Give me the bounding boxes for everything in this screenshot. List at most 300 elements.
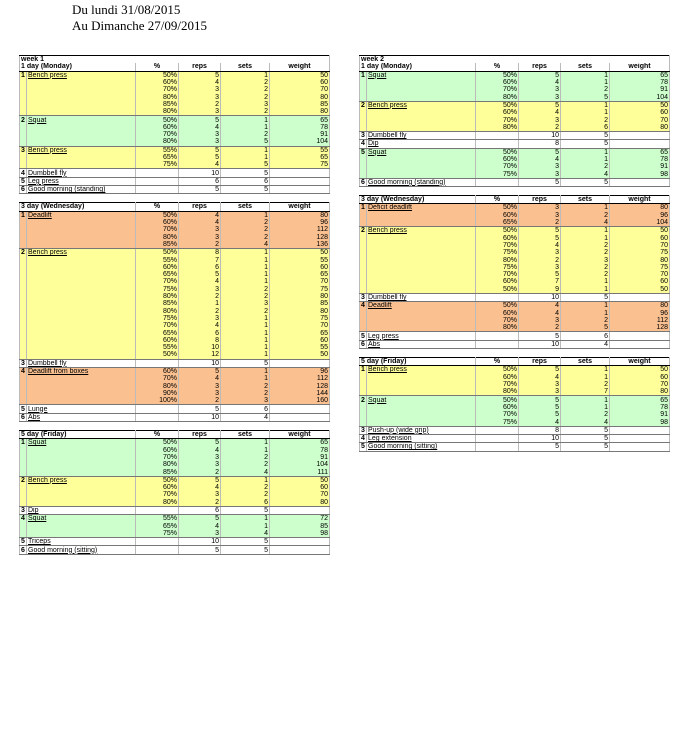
exercise-number: 5: [361, 332, 365, 340]
weight-value: 50: [270, 476, 330, 484]
exercise-row: [20, 241, 330, 249]
sets-value: 5: [221, 161, 270, 169]
percent-value: [476, 340, 519, 348]
spacer-cell: [20, 194, 330, 203]
reps-value: 4: [519, 79, 561, 86]
exercise-name: [367, 242, 476, 249]
percent-value: [476, 140, 519, 148]
exercise-row: [20, 86, 330, 93]
sets-value: 1: [561, 302, 610, 310]
percent-value: 60%: [476, 404, 519, 411]
day-title: 1 day (Monday): [360, 63, 476, 71]
exercise-number: [360, 235, 367, 242]
exercise-row: [360, 411, 670, 418]
day-title: 3 day (Wednesday): [20, 203, 136, 211]
exercise-number: 1: [21, 211, 25, 219]
reps-value: 10: [519, 293, 561, 301]
sets-value: 5: [221, 506, 270, 514]
exercise-row: [20, 124, 330, 131]
weight-value: 98: [610, 170, 670, 178]
sets-value: 1: [561, 109, 610, 116]
exercise-row: [360, 366, 670, 374]
exercise-name: [367, 219, 476, 227]
exercise-row: [360, 418, 670, 426]
reps-value: 5: [519, 443, 561, 451]
exercise-number: 5: [21, 405, 25, 413]
exercise-row: [20, 131, 330, 138]
exercise-row: [20, 506, 330, 514]
reps-value: 7: [519, 278, 561, 285]
weight-value: [610, 434, 670, 442]
header-percent: %: [476, 357, 519, 365]
exercise-name: Dumbbell fly: [367, 131, 476, 139]
percent-value: [136, 169, 179, 177]
header-reps: reps: [179, 430, 221, 438]
header-line-1: Du lundi 31/08/2015: [72, 2, 181, 17]
percent-value: 80%: [136, 382, 179, 389]
percent-value: 85%: [136, 241, 179, 249]
exercise-name: [27, 315, 136, 322]
reps-value: 5: [519, 227, 561, 235]
sets-value: 1: [221, 523, 270, 530]
percent-value: 70%: [476, 381, 519, 388]
exercise-name: Squat: [367, 71, 476, 79]
sets-value: 2: [221, 234, 270, 241]
weight-value: 78: [610, 79, 670, 86]
reps-value: 4: [519, 418, 561, 426]
header-reps: reps: [519, 63, 561, 71]
weight-value: 80: [610, 302, 670, 310]
exercise-row: [20, 161, 330, 169]
exercise-number: [20, 226, 27, 233]
reps-value: 5: [179, 546, 221, 554]
header-percent: %: [136, 63, 179, 71]
sets-value: 1: [221, 375, 270, 382]
exercise-name: Deadlift: [27, 211, 136, 219]
weight-value: 80: [270, 293, 330, 300]
exercise-row: [20, 169, 330, 177]
exercise-name: Good morning (sitting): [367, 443, 476, 451]
exercise-name: [27, 86, 136, 93]
percent-value: 60%: [476, 235, 519, 242]
exercise-name: Bench press: [27, 249, 136, 257]
weight-value: [270, 506, 330, 514]
percent-value: 60%: [476, 109, 519, 116]
exercise-row: [20, 523, 330, 530]
exercise-number: [20, 241, 27, 249]
reps-value: 5: [179, 186, 221, 194]
sets-value: 1: [221, 476, 270, 484]
weight-value: 75: [610, 249, 670, 256]
exercise-number: [360, 310, 367, 317]
percent-value: 65%: [136, 271, 179, 278]
exercise-name: Deficit deadlift: [367, 204, 476, 212]
exercise-name: [27, 226, 136, 233]
exercise-name: Leg extension: [367, 434, 476, 442]
reps-value: 4: [519, 109, 561, 116]
weight-value: [610, 140, 670, 148]
exercise-row: [360, 332, 670, 340]
reps-value: 7: [179, 256, 221, 263]
exercise-name: [367, 124, 476, 132]
day-header-row: [360, 63, 670, 71]
exercise-name: Squat: [27, 439, 136, 447]
percent-value: 70%: [476, 317, 519, 324]
percent-value: 80%: [476, 388, 519, 396]
exercise-name: [27, 351, 136, 359]
weight-value: 65: [270, 271, 330, 278]
reps-value: 6: [179, 506, 221, 514]
exercise-name: [367, 317, 476, 324]
exercise-name: [367, 116, 476, 123]
exercise-row: [20, 405, 330, 413]
exercise-number: [360, 163, 367, 170]
weight-value: 98: [270, 530, 330, 538]
sets-value: 1: [561, 310, 610, 317]
reps-value: 4: [179, 322, 221, 329]
exercise-number: [20, 219, 27, 226]
reps-value: 2: [179, 241, 221, 249]
exercise-row: [20, 322, 330, 329]
exercise-row: [360, 163, 670, 170]
exercise-name: [367, 278, 476, 285]
exercise-name: [27, 278, 136, 285]
reps-value: 10: [519, 434, 561, 442]
exercise-number: [360, 381, 367, 388]
exercise-number: [20, 293, 27, 300]
sets-value: 4: [221, 413, 270, 421]
reps-value: 3: [519, 170, 561, 178]
reps-value: 3: [179, 382, 221, 389]
exercise-number: 3: [21, 359, 25, 367]
percent-value: 60%: [136, 79, 179, 86]
exercise-name: Squat: [27, 116, 136, 124]
percent-value: 75%: [136, 530, 179, 538]
reps-value: 5: [519, 101, 561, 109]
reps-value: 2: [179, 499, 221, 507]
exercise-name: Good morning (standing): [367, 178, 476, 186]
exercise-name: [27, 491, 136, 498]
exercise-number: 4: [361, 435, 365, 443]
sets-value: 4: [221, 468, 270, 476]
exercise-number: 3: [21, 146, 25, 154]
percent-value: 60%: [136, 219, 179, 226]
exercise-row: [20, 351, 330, 359]
sets-value: 1: [221, 515, 270, 523]
percent-value: 50%: [476, 302, 519, 310]
weight-value: 78: [610, 404, 670, 411]
sets-value: 2: [561, 212, 610, 219]
exercise-number: [20, 461, 27, 468]
exercise-number: 5: [21, 177, 25, 185]
exercise-name: Push-up (wide grip): [367, 426, 476, 434]
sets-value: 1: [561, 374, 610, 381]
weight-value: 65: [270, 439, 330, 447]
exercise-name: Dumbbell fly: [27, 169, 136, 177]
percent-value: 60%: [136, 124, 179, 131]
percent-value: [476, 332, 519, 340]
weight-value: 70: [270, 278, 330, 285]
exercise-number: 4: [361, 302, 365, 310]
reps-value: 2: [179, 468, 221, 476]
percent-value: 65%: [136, 154, 179, 161]
reps-value: 2: [519, 324, 561, 332]
weight-value: 70: [610, 271, 670, 278]
reps-value: 5: [179, 154, 221, 161]
header-weight: weight: [610, 357, 670, 365]
reps-value: 2: [179, 308, 221, 315]
sets-value: 5: [561, 131, 610, 139]
sets-value: 5: [561, 426, 610, 434]
exercise-row: [20, 226, 330, 233]
header-weight: weight: [270, 203, 330, 211]
weight-value: [610, 443, 670, 451]
exercise-number: [20, 454, 27, 461]
reps-value: 3: [179, 108, 221, 116]
percent-value: 80%: [476, 256, 519, 263]
percent-value: [136, 186, 179, 194]
percent-value: 55%: [136, 256, 179, 263]
exercise-number: [360, 404, 367, 411]
reps-value: 10: [179, 413, 221, 421]
exercise-row: [360, 101, 670, 109]
reps-value: 3: [519, 116, 561, 123]
header-sets: sets: [221, 430, 270, 438]
exercise-number: 6: [361, 178, 365, 186]
exercise-name: [27, 161, 136, 169]
sets-value: 2: [221, 286, 270, 293]
weight-value: 80: [610, 204, 670, 212]
exercise-name: Dumbbell fly: [27, 359, 136, 367]
exercise-row: [20, 154, 330, 161]
header-sets: sets: [221, 63, 270, 71]
percent-value: 60%: [136, 367, 179, 375]
exercise-number: 2: [21, 249, 25, 257]
exercise-name: Squat: [367, 396, 476, 404]
header-weight: weight: [610, 63, 670, 71]
weight-value: 75: [610, 264, 670, 271]
sets-value: 2: [221, 226, 270, 233]
sets-value: 5: [561, 324, 610, 332]
exercise-name: [27, 499, 136, 507]
weight-value: 91: [270, 131, 330, 138]
percent-value: 70%: [136, 454, 179, 461]
exercise-name: Good morning (sitting): [27, 546, 136, 554]
exercise-number: 4: [361, 140, 365, 148]
reps-value: 3: [519, 381, 561, 388]
percent-value: [476, 443, 519, 451]
percent-value: [476, 434, 519, 442]
weight-value: 65: [270, 116, 330, 124]
weight-value: 60: [610, 278, 670, 285]
exercise-name: [367, 235, 476, 242]
exercise-row: [20, 93, 330, 100]
exercise-row: [20, 116, 330, 124]
exercise-name: [27, 308, 136, 315]
exercise-number: 6: [21, 546, 25, 554]
percent-value: 50%: [136, 351, 179, 359]
exercise-number: 6: [21, 413, 25, 421]
percent-value: 80%: [136, 93, 179, 100]
percent-value: 60%: [476, 310, 519, 317]
percent-value: 50%: [136, 116, 179, 124]
weight-value: 144: [270, 390, 330, 397]
exercise-number: 3: [361, 294, 365, 302]
exercise-name: Bench press: [27, 476, 136, 484]
sets-value: 1: [561, 148, 610, 156]
percent-value: 50%: [136, 476, 179, 484]
exercise-number: [360, 278, 367, 285]
sets-value: 2: [221, 390, 270, 397]
exercise-name: [367, 249, 476, 256]
exercise-name: Dip: [27, 506, 136, 514]
exercise-name: Leg press: [27, 177, 136, 185]
header-weight: weight: [610, 196, 670, 204]
weight-value: 65: [270, 154, 330, 161]
exercise-number: [360, 411, 367, 418]
reps-value: 4: [179, 447, 221, 454]
reps-value: 5: [519, 332, 561, 340]
reps-value: 4: [519, 310, 561, 317]
sets-value: 5: [561, 178, 610, 186]
exercise-name: Squat: [367, 148, 476, 156]
exercise-row: [20, 256, 330, 263]
weight-value: 91: [610, 86, 670, 93]
sets-value: 2: [221, 491, 270, 498]
sets-value: 6: [561, 332, 610, 340]
percent-value: 50%: [476, 366, 519, 374]
exercise-number: [20, 138, 27, 146]
exercise-row: [20, 146, 330, 154]
exercise-row: [360, 227, 670, 235]
weight-value: 50: [610, 101, 670, 109]
exercise-number: [20, 271, 27, 278]
exercise-row: [20, 315, 330, 322]
reps-value: 5: [179, 405, 221, 413]
percent-value: [476, 131, 519, 139]
exercise-name: [27, 286, 136, 293]
weight-value: 128: [270, 382, 330, 389]
reps-value: 3: [179, 315, 221, 322]
exercise-name: [367, 212, 476, 219]
exercise-number: [360, 249, 367, 256]
exercise-number: [20, 264, 27, 271]
weight-value: [610, 426, 670, 434]
spacer-cell: [20, 421, 330, 430]
sets-value: 4: [561, 418, 610, 426]
sets-value: 6: [561, 124, 610, 132]
reps-value: 6: [179, 329, 221, 336]
reps-value: 5: [519, 148, 561, 156]
reps-value: 10: [179, 538, 221, 546]
sets-value: 3: [221, 300, 270, 307]
reps-value: 10: [179, 344, 221, 351]
sets-value: 4: [561, 219, 610, 227]
weight-value: 50: [610, 366, 670, 374]
exercise-row: [20, 211, 330, 219]
percent-value: 65%: [136, 329, 179, 336]
exercise-number: [20, 499, 27, 507]
sets-value: 3: [221, 101, 270, 108]
exercise-row: [360, 116, 670, 123]
exercise-name: [367, 286, 476, 294]
header-reps: reps: [179, 63, 221, 71]
exercise-row: [20, 79, 330, 86]
weight-value: 160: [270, 397, 330, 405]
day-spacer: [360, 348, 670, 357]
exercise-row: [360, 396, 670, 404]
exercise-number: [360, 116, 367, 123]
reps-value: 3: [179, 93, 221, 100]
percent-value: 80%: [476, 93, 519, 101]
percent-value: 100%: [136, 397, 179, 405]
exercise-row: [360, 388, 670, 396]
percent-value: [136, 405, 179, 413]
weight-value: 91: [610, 411, 670, 418]
day-title: 5 day (Friday): [360, 357, 476, 365]
exercise-number: [20, 397, 27, 405]
percent-value: 70%: [476, 271, 519, 278]
exercise-name: [27, 271, 136, 278]
sets-value: 2: [561, 249, 610, 256]
sets-value: 2: [221, 382, 270, 389]
exercise-name: [27, 329, 136, 336]
week-label: week 2: [360, 56, 670, 64]
percent-value: 75%: [476, 170, 519, 178]
exercise-number: [20, 351, 27, 359]
exercise-number: 1: [21, 439, 25, 447]
exercise-number: [360, 418, 367, 426]
sets-value: 2: [221, 461, 270, 468]
weight-value: [610, 178, 670, 186]
weight-value: 60: [270, 264, 330, 271]
sets-value: 2: [561, 411, 610, 418]
header-percent: %: [476, 63, 519, 71]
percent-value: 75%: [476, 264, 519, 271]
header-percent: %: [136, 203, 179, 211]
percent-value: 85%: [136, 101, 179, 108]
weight-value: [270, 413, 330, 421]
reps-value: 3: [519, 264, 561, 271]
exercise-row: [360, 140, 670, 148]
exercise-name: [27, 300, 136, 307]
week-label-row: [20, 56, 330, 64]
reps-value: 3: [519, 93, 561, 101]
exercise-name: [367, 310, 476, 317]
reps-value: 3: [519, 204, 561, 212]
sets-value: 4: [561, 340, 610, 348]
sets-value: 1: [221, 154, 270, 161]
exercise-number: [360, 286, 367, 294]
exercise-name: [27, 241, 136, 249]
weight-value: [270, 546, 330, 554]
percent-value: 60%: [476, 278, 519, 285]
percent-value: 75%: [476, 418, 519, 426]
exercise-name: [367, 374, 476, 381]
exercise-row: [360, 426, 670, 434]
exercise-name: [367, 388, 476, 396]
exercise-row: [20, 530, 330, 538]
reps-value: 2: [179, 397, 221, 405]
percent-value: 70%: [476, 86, 519, 93]
reps-value: 1: [179, 300, 221, 307]
exercise-number: 1: [361, 204, 365, 212]
exercise-row: [20, 491, 330, 498]
exercise-row: [20, 468, 330, 476]
exercise-row: [20, 344, 330, 351]
exercise-number: [360, 212, 367, 219]
exercise-row: [20, 499, 330, 507]
